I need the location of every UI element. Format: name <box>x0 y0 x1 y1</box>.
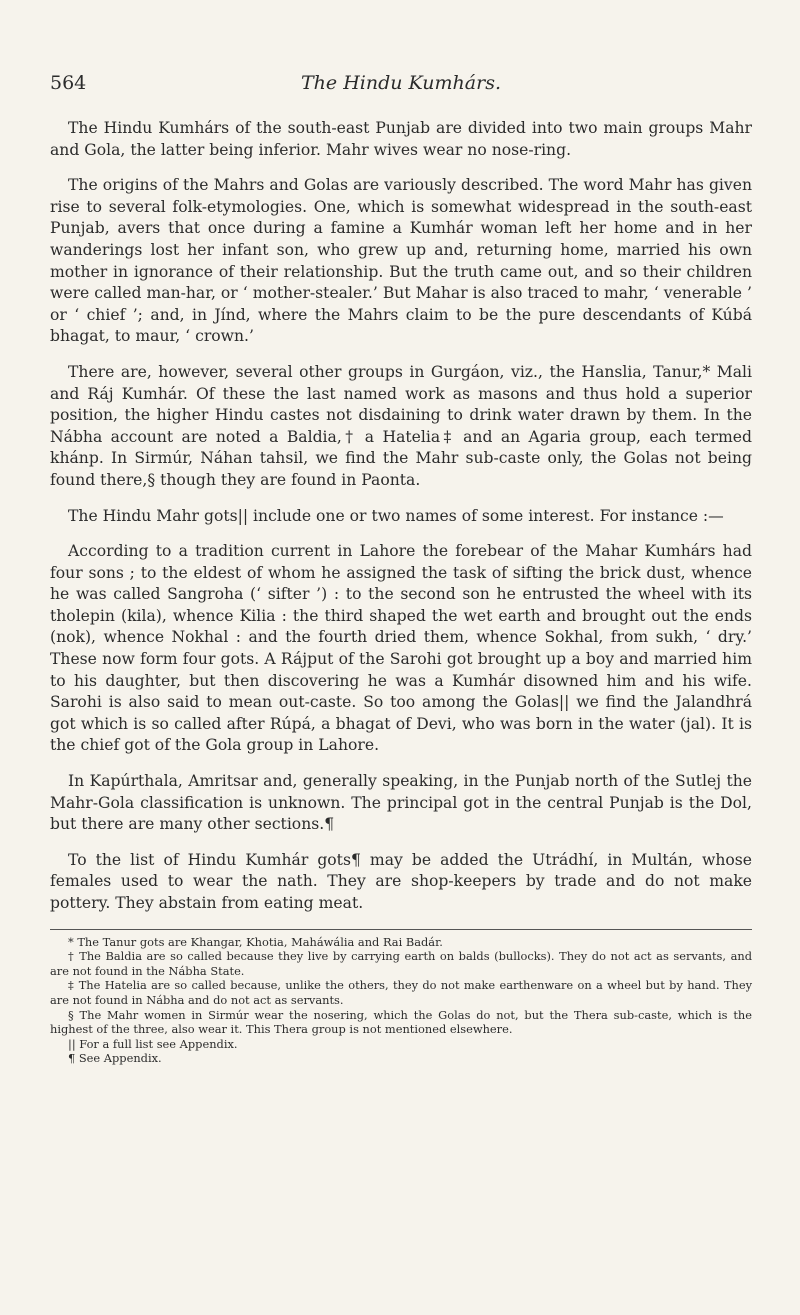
footnote-divider <box>50 929 752 930</box>
footnote: * The Tanur gots are Khangar, Khotia, Maháwália and Rai Badár. <box>68 934 443 949</box>
page-number: 564 <box>50 72 87 94</box>
paragraph: The origins of the Mahrs and Golas are variously described. The word Mahr has given rise to several folk-etymologies. One, which is somewhat widespread in the south-east Punjab, avers that once during a famine a Kumhár woman left her home and in her wanderings lost her infant son, who grew up and, returning home, married his own mother in ignorance of their relationship. But the truth came out, and so their children were called man-har, or ‘ mother-stealer.’ But Mahar is also traced to mahr, ‘ venerable ’ or ‘ chief ’; and, in Jínd, where the Mahrs claim to be the pure descendants of Kúbá bhagat, to maur, ‘ crown.’ <box>50 176 752 346</box>
paragraph: The Hindu Kumhárs of the south-east Punjab are divided into two main groups Mahr and Gola, the latter being inferior. Mahr wives wear no nose-ring. <box>50 119 752 159</box>
paragraph: To the list of Hindu Kumhár gots¶ may be added the Utrádhí, in Multán, whose females used to wear the nath. They are shop-keepers by trade and do not make pottery. They abstain from eating meat. <box>50 850 752 912</box>
body-text <box>50 118 752 915</box>
footnote: § The Mahr women in Sirmúr wear the nosering, which the Golas do not, but the Thera sub-caste, which is the highest of the three, also wear it. This Thera group is not mentioned elsewhere. <box>50 1007 752 1037</box>
paragraph: There are, however, several other groups in Gurgáon, viz., the Hanslia, Tanur,* Mali and Ráj Kumhár. Of these the last named work as masons and thus hold a superior position, the higher Hindu castes not disdaining to drink water drawn by them. In the Nábha account are noted a Baldia,† a Hatelia‡ and an Agaria group, each termed khánp. In Sirmúr, Náhan tahsil, we find the Mahr sub-caste only, the Golas not being found there,§ though they are found in Paonta. <box>50 362 752 489</box>
footnote: || For a full list see Appendix. <box>68 1036 238 1051</box>
footnotes <box>50 935 752 1066</box>
paragraph: According to a tradition current in Lahore the forebear of the Mahar Kumhárs had four sons ; to the eldest of whom he assigned the task of sifting the brick dust, whence he was called Sangroha (‘ sifter ’) : to the second son he entrusted the wheel with its tholepin (kila), whence Kilia : the third shaped the wet earth and brought out the ends (nok), whence Nokhal : and the fourth dried them, whence Sokhal, from sukh, ‘ dry.’ These now form four gots. A Rájput of the Sarohi got brought up a boy and married him to his daughter, but then discovering he was a Kumhár disowned him and his wife. Sarohi is also said to mean out-caste. So too among the Golas|| we find the Jalandhrá got which is so called after Rúpá, a bhagat of Devi, who was born in the water (jal). It is the chief got of the Gola group in Lahore. <box>50 542 752 755</box>
paragraph: In Kapúrthala, Amritsar and, generally speaking, in the Punjab north of the Sutlej the Mahr-Gola classification is unknown. The principal got in the central Punjab is the Dol, but there are many other sections.¶ <box>50 772 752 834</box>
footnote: † The Baldia are so called because they live by carrying earth on balds (bullocks). They do not act as servants, and are not found in the Nábha State. <box>50 949 752 978</box>
paragraph: The Hindu Mahr gots|| include one or two names of some interest. For instance :— <box>68 506 724 525</box>
page-header <box>50 72 752 96</box>
footnote: ‡ The Hatelia are so called because, unlike the others, they do not make earthenware on a wheel but by hand. They are not found in Nábha and do not act as servants. <box>50 978 752 1007</box>
running-title: The Hindu Kumhárs. <box>301 72 501 94</box>
footnote: ¶ See Appendix. <box>68 1051 162 1066</box>
